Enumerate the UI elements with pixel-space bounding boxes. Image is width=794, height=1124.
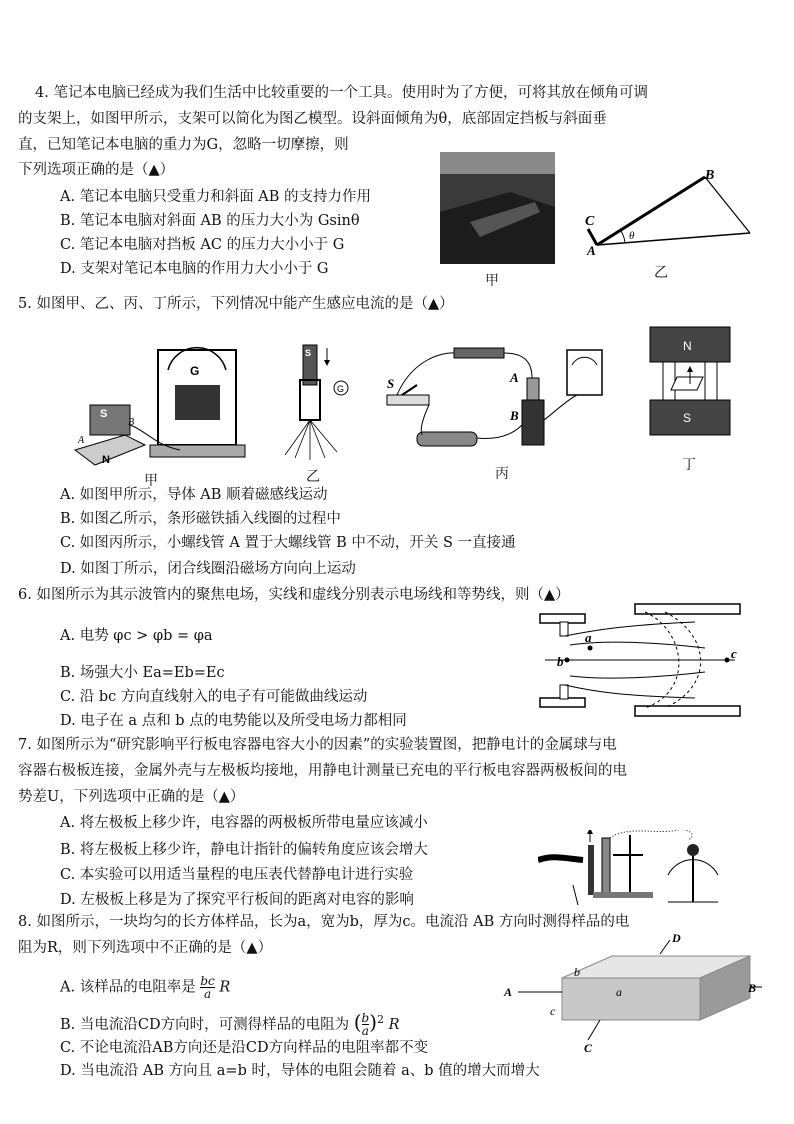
point-a-label: a [585,630,592,645]
q4-option-a: A. 笔记本电脑只受重力和斜面 AB 的支持力作用 [60,189,372,205]
q4-option-b: B. 笔记本电脑对斜面 AB 的压力大小为 Gsinθ [60,213,360,229]
q7-option-b: B. 将左极板上移少许，静电计指针的偏转角度应该会增大 [60,842,428,858]
solenoid-circuit-diagram [382,340,612,465]
q8-option-c: C. 不论电流沿AB方向还是沿CD方向样品的电阻率都不变 [60,1040,429,1056]
label-c: C [585,214,595,229]
fraction-numerator: bc [200,974,215,988]
galvanometer-magnet-apparatus [70,345,260,470]
width-b-label: b [574,965,580,979]
q8-option-a-r: R [219,979,231,996]
fig5-yi-caption: 乙 [306,469,320,485]
label-theta: θ [629,230,635,242]
fraction-b-numerator: b [361,1011,370,1026]
q4-line-4: 下列选项正确的是（▲） [18,162,175,178]
point-b-label: b [557,654,564,669]
q8-option-b-prefix: B. 当电流沿CD方向时，可测得样品的电阻为 [60,1016,350,1033]
focusing-field-diagram [535,600,745,720]
q6-option-a: A. 电势 φc > φb = φa [60,628,213,644]
q7-option-d: D. 左极板上移是为了探究平行板间的距离对电容的影响 [60,892,414,908]
q4-option-d: D. 支架对笔记本电脑的作用力大小小于 G [60,261,329,277]
q8-option-d: D. 当电流沿 AB 方向且 a=b 时，导体的电阻会随着 a、b 值的增大而增大 [60,1063,540,1079]
length-a-label: a [616,985,622,999]
fig5-jia-caption: 甲 [144,473,158,489]
exponent: 2 [377,1013,385,1026]
q8-option-b-r: R [388,1016,400,1033]
q6-option-d: D. 电子在 a 点和 b 点的电势能以及所受电场力都相同 [60,713,407,729]
q7-line-1: 7. 如图所示为“研究影响平行板电容器电容大小的因素”的实验装置图，把静电计的金属球与电 [18,737,617,753]
laptop-stand-photo [440,152,555,264]
magnet-coil-diagram [275,340,355,465]
point-c-label: c [731,646,737,661]
bar-magnet-s-label: S [305,348,312,358]
small-solenoid-a-label: A [510,370,519,385]
switch-s-label: S [387,376,395,391]
q5-option-d: D. 如图丁所示，闭合线圈沿磁场方向向上运动 [60,561,356,577]
label-a: A [587,243,596,255]
q7-line-3: 势差U，下列选项中正确的是（▲） [18,789,245,805]
conductor-a-label: A [78,435,85,446]
q7-option-c: C. 本实验可以用适当量程的电压表代替静电计进行实验 [60,867,414,883]
q6-option-b: B. 场强大小 Ea=Eb=Ec [60,665,225,681]
conductor-b-label: B [128,417,135,428]
label-b: B [705,168,715,183]
incline-model-diagram [585,165,755,255]
fig5-bing-caption: 丙 [495,466,509,482]
fig-yi-caption: 乙 [654,265,668,281]
q5-option-a: A. 如图甲所示，导体 AB 顺着磁感线运动 [60,487,328,503]
q6-option-c: C. 沿 bc 方向直线射入的电子有可能做曲线运动 [60,689,368,705]
q8-option-a [60,975,230,1000]
q5-option-b: B. 如图乙所示，条形磁铁插入线圈的过程中 [60,511,341,527]
resistivity-fraction [200,975,214,1000]
fraction-b-denominator: a [361,1024,369,1039]
sample-d-label: D [672,932,681,945]
q5-option-c: C. 如图丙所示，小螺线管 A 置于大螺线管 B 中不动，开关 S 一直接通 [60,535,516,551]
q4-line-3: 直，已知笔记本电脑的重力为G，忽略一切摩擦，则 [18,137,349,153]
sample-b-label: B [748,981,757,995]
q4-line-2: 的支架上，如图甲所示，支架可以简化为图乙模型。设斜面倾角为θ，底部固定挡板与斜面垂 [18,111,607,127]
thickness-c-label: c [550,1004,556,1018]
q8-line-1: 8. 如图所示，一块均匀的长方体样品，长为a，宽为b，厚为c。电流沿 AB 方向时测得样品的电 [18,914,630,930]
magnet-n-label: N [102,454,110,466]
q7-line-2: 容器右极板连接，金属外壳与左极板均接地，用静电计测量已充电的平行板电容器两极板间的电 [18,763,627,779]
coil-magnetic-field-diagram [645,322,735,437]
fig-jia-caption: 甲 [485,273,499,289]
large-solenoid-b-label: B [510,408,519,423]
sample-a-label: A [504,985,513,999]
pole-s-label: S [683,411,692,425]
q6-stem: 6. 如图所示为其示波管内的聚焦电场，实线和虚线分别表示电场线和等势线，则（▲） [18,587,570,603]
rectangular-sample-diagram [500,932,770,1057]
fig5-ding-caption: 丁 [682,457,696,473]
q8-option-b: B. 当电流沿CD方向时，可测得样品的电阻为 ( $\frac{b}{a}$ )$^2$ R [60,1009,400,1039]
q5-stem: 5. 如图甲、乙、丙、丁所示，下列情况中能产生感应电流的是（▲） [18,296,454,312]
coil-galvanometer-label: G [337,384,345,394]
q4-option-c: C. 笔记本电脑对挡板 AC 的压力大小小于 G [60,237,345,253]
q4-line-1: 4. 笔记本电脑已经成为我们生活中比较重要的一个工具。使用时为了方便，可将其放在倾角可调 [35,85,648,101]
q8-line-2: 阻为R，则下列选项中不正确的是（▲） [18,940,273,956]
q8-option-a-prefix: A. 该样品的电阻率是 [60,979,196,996]
q7-option-a: A. 将左极板上移少许，电容器的两极板所带电量应该减小 [60,815,428,831]
galvanometer-label: G [190,364,200,378]
magnet-s-label: S [100,408,108,420]
fraction-denominator: a [203,987,212,1001]
pole-n-label: N [683,339,692,353]
electrometer-capacitor-apparatus [538,830,748,905]
sample-c-label: C [584,1041,593,1055]
